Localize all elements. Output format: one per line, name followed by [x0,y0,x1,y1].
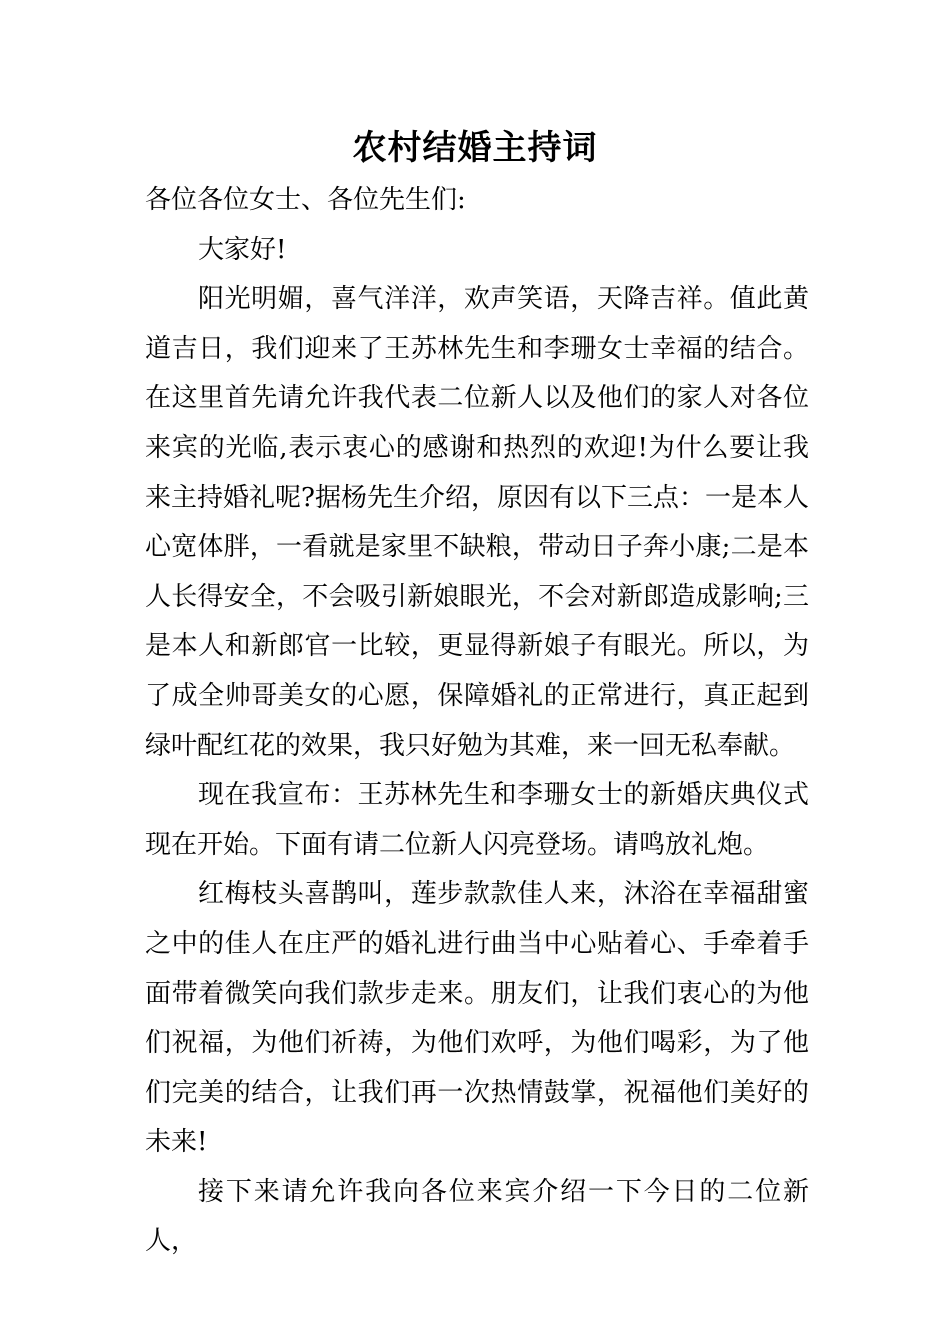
salutation: 各位各位女士、各位先生们: [145,185,466,215]
paragraph-opening: 阳光明媚，喜气洋洋，欢声笑语，天降吉祥。值此黄道吉日，我们迎来了王苏林先生和李珊女士幸福的结合。在这里首先请允许我代表二位新人以及他们的家人对各位来宾的光临,表示衷心的感谢和热烈的欢迎!为什么要让我来主持婚礼呢?据杨先生介绍，原因有以下三点：一是本人心宽体胖，一看就是家里不缺粮，带动日子奔小康;二是本人长得安全，不会吸引新娘眼光，不会对新郎造成影响;三是本人和新郎官一比较，更显得新娘子有眼光。所以，为了成全帅哥美女的心愿，保障婚礼的正常进行，真正起到绿叶配红花的效果，我只好勉为其难，来一回无私奉献。 [145,284,809,761]
document-title: 农村结婚主持词 [352,128,598,168]
paragraph-announcement: 现在我宣布：王苏林先生和李珊女士的新婚庆典仪式现在开始。下面有请二位新人闪亮登场。请鸣放礼炮。 [145,780,809,860]
paragraph-blessing: 红梅枝头喜鹊叫，莲步款款佳人来，沐浴在幸福甜蜜之中的佳人在庄严的婚礼进行曲当中心贴着心、手牵着手面带着微笑向我们款步走来。朋友们，让我们衷心的为他们祝福，为他们祈祷，为他们欢呼，为他们喝彩，为了他们完美的结合，让我们再一次热情鼓掌，祝福他们美好的未来! [145,879,809,1158]
document-body [145,176,809,1267]
greeting: 大家好! [198,234,287,265]
paragraph-introduction: 接下来请允许我向各位来宾介绍一下今日的二位新人， [145,1176,809,1257]
